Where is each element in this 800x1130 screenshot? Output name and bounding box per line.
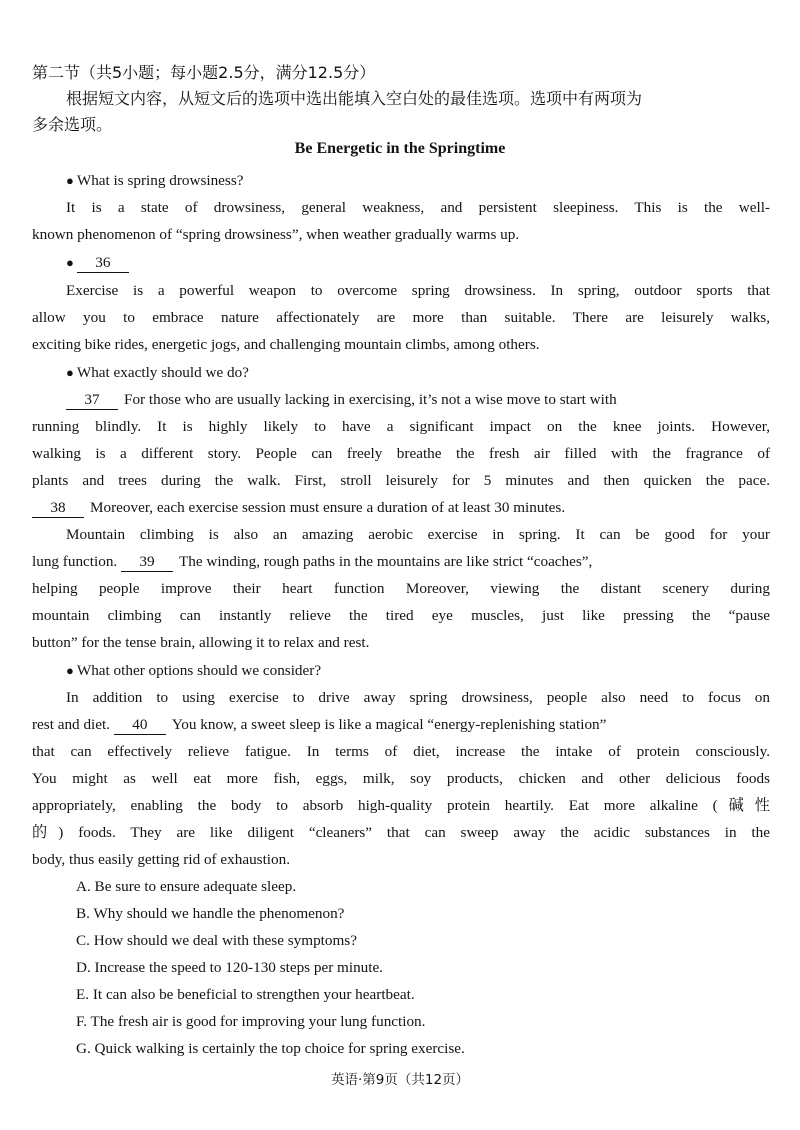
option-e: E. It can also be beneficial to strengthen your heartbeat. <box>76 986 415 1003</box>
paragraph-2-line-3: exciting bike rides, energetic jogs, and challenging mountain climbs, among others. <box>32 336 540 353</box>
option-c: C. How should we deal with these symptoms? <box>76 932 357 949</box>
paragraph-3-line-5: 38 Moreover, each exercise session must ensure a duration of at least 30 minutes. <box>32 495 770 521</box>
option-f: F. The fresh air is good for improving your lung function. <box>76 1013 426 1030</box>
answer-blank-36: 36 <box>77 254 129 273</box>
option-b: B. Why should we handle the phenomenon? <box>76 905 345 922</box>
bullet-icon: ● <box>66 663 74 678</box>
paragraph-2-line-1: Exercise is a powerful weapon to overcome spring drowsiness. In spring, outdoor sports that <box>66 282 770 299</box>
option-a: A. Be sure to ensure adequate sleep. <box>76 878 297 895</box>
paragraph-5-line-4: You might as well eat more fish, eggs, milk, soy products, chicken and other delicious foods <box>32 770 770 787</box>
subheading-question-3: ● What other options should we consider? <box>66 662 322 679</box>
paragraph-1-line-1: It is a state of drowsiness, general weakness, and persistent sleepiness. This is the well- <box>66 199 770 216</box>
instruction-line-2: 多余选项。 <box>32 115 113 134</box>
bullet-icon: ● <box>66 255 74 270</box>
paragraph-5-line-1: In addition to using exercise to drive away spring drowsiness, people also need to focus on <box>66 689 770 706</box>
paragraph-4-line-2: lung function. 39 The winding, rough paths in the mountains are like strict “coaches”, <box>32 553 593 570</box>
instruction-line-1: 根据短文内容，从短文后的选项中选出能填入空白处的最佳选项。选项中有两项为 <box>66 89 643 108</box>
page-footer: 英语·第9页（共12页） <box>330 1072 470 1088</box>
option-d: D. Increase the speed to 120-130 steps per minute. <box>76 959 384 976</box>
paragraph-3-line-2: running blindly. It is highly likely to have a significant impact on the knee joints. However, <box>32 418 770 435</box>
bullet-icon: ● <box>66 365 74 380</box>
answer-blank-39: 39 <box>121 553 173 572</box>
paragraph-2-line-2: allow you to embrace nature affectionately are more than suitable. There are leisurely walks, <box>32 309 770 326</box>
answer-blank-37: 37 <box>66 391 118 410</box>
paragraph-4-line-3: helping people improve their heart function Moreover, viewing the distant scenery during <box>32 580 770 597</box>
paragraph-3-line-4: plants and trees during the walk. First, stroll leisurely for 5 minutes and then quicken the pace. <box>32 472 770 489</box>
paragraph-3-line-1: 37 For those who are usually lacking in exercising, it’s not a wise move to start with <box>66 387 770 413</box>
paragraph-1-line-2: known phenomenon of “spring drowsiness”, when weather gradually warms up. <box>32 226 520 243</box>
option-g: G. Quick walking is certainly the top choice for spring exercise. <box>76 1040 465 1057</box>
bullet-icon: ● <box>66 173 74 188</box>
subheading-blank-36 <box>66 250 770 276</box>
paragraph-5-line-2: rest and diet. 40 You know, a sweet sleep is like a magical “energy-replenishing station” <box>32 716 607 733</box>
answer-blank-40: 40 <box>114 716 166 735</box>
paragraph-5-line-5: appropriately, enabling the body to absorb high-quality protein heartily. Eat more alkaline (碱性 <box>32 797 770 814</box>
paragraph-3-line-3: walking is a different story. People can freely breathe the fresh air filled with the fragrance of <box>32 445 770 462</box>
passage-title: Be Energetic in the Springtime <box>294 140 506 157</box>
subheading-question-2: ● What exactly should we do? <box>66 364 249 381</box>
paragraph-4-line-5: button” for the tense brain, allowing it to relax and rest. <box>32 634 370 651</box>
subheading-question-1: ● What is spring drowsiness? <box>66 172 244 189</box>
paragraph-5-line-7: body, thus easily getting rid of exhaustion. <box>32 851 291 868</box>
paragraph-5-line-6: 的) foods. They are like diligent “cleaners” that can sweep away the acidic substances in the <box>32 824 770 841</box>
paragraph-4-line-4: mountain climbing can instantly relieve the tired eye muscles, just like pressing the “pause <box>32 607 770 624</box>
paragraph-4-line-1: Mountain climbing is also an amazing aerobic exercise in spring. It can be good for your <box>66 526 770 543</box>
section-heading: 第二节（共5小题；每小题2.5分，满分12.5分） <box>32 63 376 82</box>
answer-blank-38: 38 <box>32 499 84 518</box>
paragraph-5-line-3: that can effectively relieve fatigue. In terms of diet, increase the intake of protein consciously. <box>32 743 770 760</box>
